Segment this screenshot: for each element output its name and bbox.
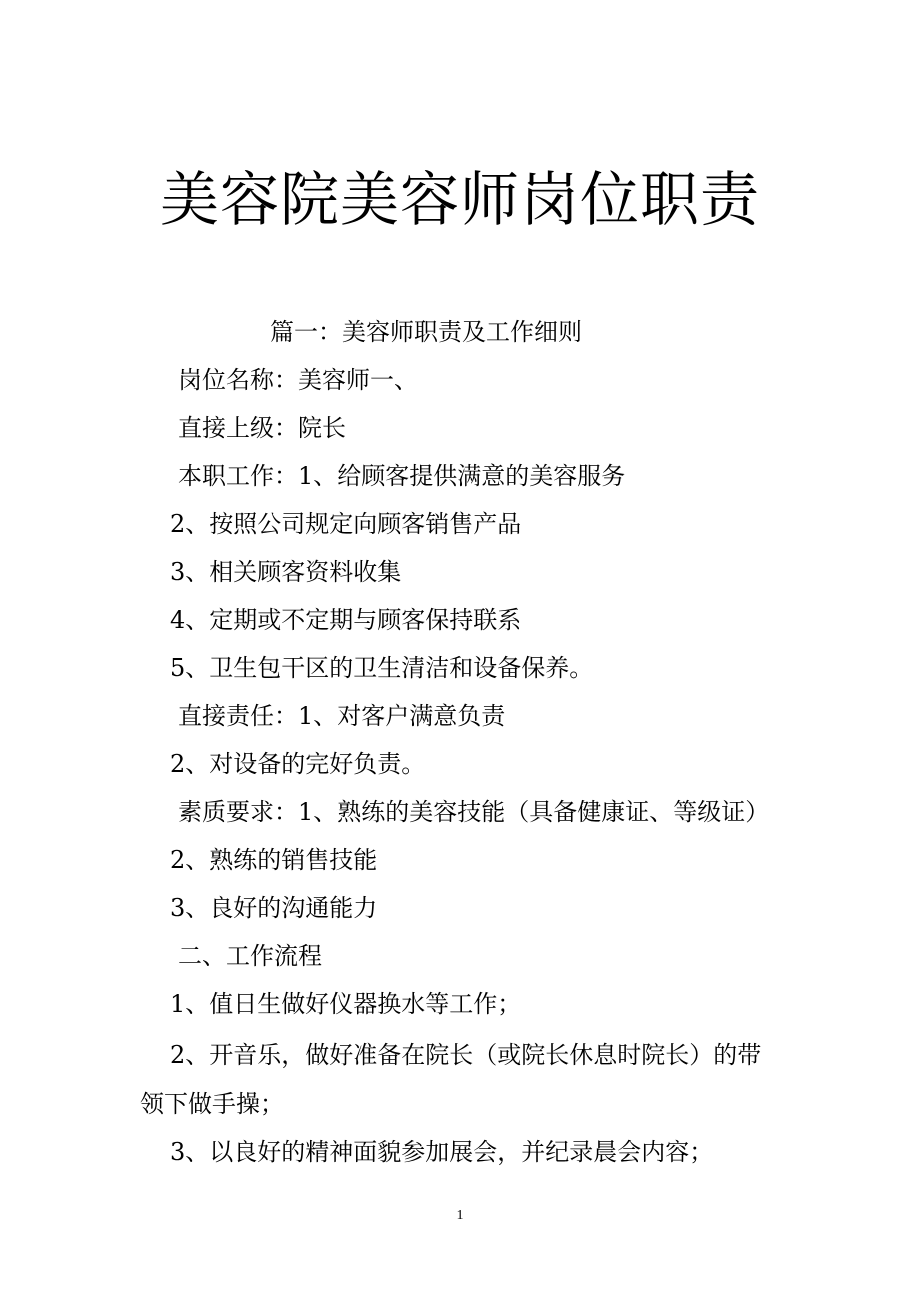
paragraph-line: 直接责任：1、对客户满意负责 <box>178 702 506 730</box>
paragraph-line: 本职工作：1、给顾客提供满意的美容服务 <box>178 462 626 490</box>
page-number: 1 <box>456 1208 464 1223</box>
paragraph-line: 领下做手操； <box>140 1090 284 1118</box>
paragraph-line: 2、开音乐，做好准备在院长（或院长休息时院长）的带 <box>170 1041 762 1069</box>
paragraph-line: 4、定期或不定期与顾客保持联系 <box>170 606 522 634</box>
document-title: 美容院美容师岗位职责 <box>159 165 760 234</box>
paragraph-line: 2、对设备的完好负责。 <box>170 750 426 778</box>
paragraph-line: 素质要求：1、熟练的美容技能（具备健康证、等级证） <box>178 798 770 826</box>
paragraph-line: 3、以良好的精神面貌参加展会，并纪录晨会内容； <box>170 1138 714 1166</box>
paragraph-line: 3、良好的沟通能力 <box>170 894 378 922</box>
section-heading: 篇一：美容师职责及工作细则 <box>270 318 582 346</box>
paragraph-line: 1、值日生做好仪器换水等工作； <box>170 990 522 1018</box>
paragraph-line: 2、熟练的销售技能 <box>170 846 378 874</box>
paragraph-line: 2、按照公司规定向顾客销售产品 <box>170 510 522 538</box>
paragraph-line: 岗位名称：美容师一、 <box>178 366 418 394</box>
paragraph-line: 3、相关顾客资料收集 <box>170 558 402 586</box>
paragraph-line: 5、卫生包干区的卫生清洁和设备保养。 <box>170 654 594 682</box>
paragraph-line: 直接上级：院长 <box>178 414 346 442</box>
section-heading: 二、工作流程 <box>178 942 322 970</box>
